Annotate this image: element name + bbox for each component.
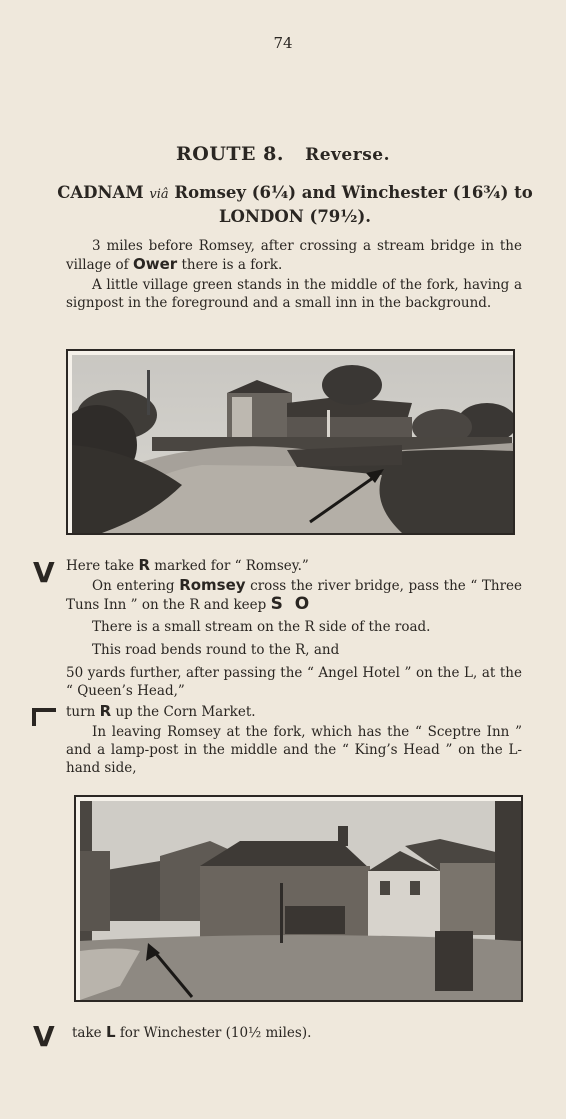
- p10-text-b: for Winchester (10½ miles).: [119, 1025, 312, 1041]
- p10-text-a: take: [72, 1025, 102, 1041]
- page-number: 74: [273, 34, 293, 52]
- village-green-image: [72, 355, 513, 533]
- paragraph-2: A little village green stands in the middle of the fork, having a signpost in the foreground and a small inn in the background.: [66, 277, 522, 311]
- paragraph-1: [66, 237, 522, 274]
- right-symbol-2: R: [99, 702, 112, 720]
- paragraph-7: 50 yards further, after passing the “ Angel Hotel ” on the L, at the “ Queen’s Head,”: [66, 665, 522, 699]
- left-symbol: L: [105, 1023, 116, 1041]
- fork-marker-2: V: [33, 1020, 55, 1053]
- paragraph-4: [66, 576, 522, 614]
- p1-text-a: 3 miles before Romsey, after crossing a stream bridge in the village of: [66, 238, 522, 273]
- p4-text-a: On entering: [92, 578, 175, 594]
- right-symbol: R: [138, 556, 150, 574]
- p8-text-a: turn: [66, 704, 96, 720]
- paragraph-9: In leaving Romsey at the fork, which has the “ Sceptre Inn ” and a lamp-post in the middle and the “ King’s Head ” on the L-hand side,: [66, 724, 522, 776]
- p8-text-b: up the Corn Market.: [115, 704, 256, 720]
- straight-on-symbol: S O: [270, 594, 313, 614]
- paragraph-6: This road bends round to the R, and: [92, 642, 340, 658]
- village-green-photo: [66, 349, 515, 535]
- place-ower: Ower: [132, 255, 178, 273]
- subheading-via: viâ: [149, 187, 169, 202]
- subheading-end: LONDON (79½).: [218, 207, 372, 226]
- route-direction: Reverse.: [305, 145, 390, 165]
- subheading-mid: Romsey (6¼) and Winchester (16¾) to: [174, 183, 533, 202]
- place-romsey: Romsey: [179, 576, 246, 594]
- street-corner-image: [80, 801, 521, 1000]
- turn-marker: [32, 708, 56, 730]
- p4-text-b: cross the river bridge, pass the “ Three Tuns Inn ” on the R and keep: [66, 578, 522, 613]
- paragraph-3: [66, 556, 522, 575]
- route-heading: [0, 143, 566, 165]
- subheading-start: CADNAM: [57, 183, 144, 202]
- paragraph-10: [72, 1023, 528, 1042]
- paragraph-8: [66, 702, 522, 721]
- route-label: ROUTE 8.: [175, 143, 284, 165]
- p3-text-a: Here take: [66, 558, 135, 574]
- route-subheading: [50, 182, 540, 228]
- fork-marker-1: V: [33, 556, 55, 589]
- street-corner-photo: [74, 795, 523, 1002]
- p3-text-b: marked for “ Romsey.”: [154, 558, 309, 574]
- paragraph-5: There is a small stream on the R side of the road.: [92, 619, 431, 635]
- p1-text-b: there is a fork.: [181, 257, 283, 273]
